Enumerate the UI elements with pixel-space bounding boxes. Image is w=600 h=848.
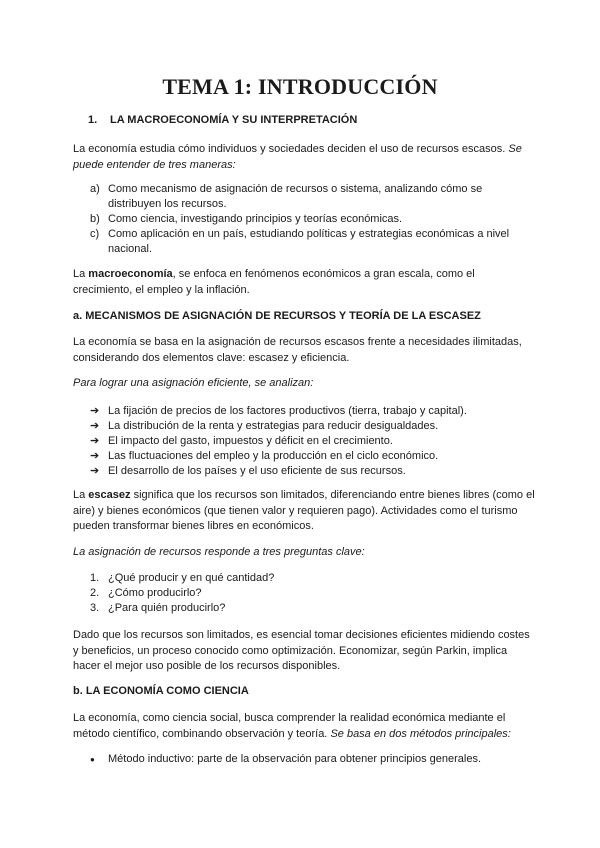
section-1-intro <box>73 142 535 173</box>
list-item <box>90 752 535 767</box>
escasez-paragraph <box>73 488 535 535</box>
list-item <box>90 404 535 419</box>
list-item-text: La fijación de precios de los factores productivos (tierra, trabajo y capital). <box>108 405 467 417</box>
section-a-intro: La economía se basa en la asignación de recursos escasos frente a necesidades ilimitadas, considerando dos elementos clave: escasez y eficiencia. <box>73 336 522 364</box>
section-a-subheading <box>73 376 535 392</box>
list-marker: b) <box>90 213 100 225</box>
section-a-sub-italic: Para lograr una asignación eficiente, se analizan: <box>73 377 314 389</box>
list-item <box>90 464 535 479</box>
list-item-text: ¿Cómo producirlo? <box>108 587 202 599</box>
list-item-text: Como ciencia, investigando principios y teorías económicas. <box>108 213 403 225</box>
list-item <box>90 449 535 464</box>
list-marker: a) <box>90 183 100 195</box>
list-marker: 1. <box>90 572 100 584</box>
list-item <box>90 419 535 434</box>
list-item <box>90 227 535 257</box>
list-item <box>90 182 535 212</box>
list-item <box>90 212 535 227</box>
list-item-text: La distribución de la renta y estrategias para reducir desigualdades. <box>108 420 439 432</box>
section-b-intro <box>73 711 535 742</box>
macroeconomia-term: macroeconomía <box>88 268 173 280</box>
page-title: TEMA 1: INTRODUCCIÓN <box>162 74 438 99</box>
list-item <box>90 434 535 449</box>
macro-post: , se enfoca en fenómenos económicos a gran escala, como el crecimiento, el empleo y la inflación. <box>73 268 475 296</box>
section-b-intro-italic: Se basa en dos métodos principales: <box>330 727 511 740</box>
section-1-heading-text: LA MACROECONOMÍA Y SU INTERPRETACIÓN <box>110 114 358 126</box>
questions-intro <box>73 545 535 561</box>
list-item-text: Método inductivo: parte de la observación para obtener principios generales. <box>108 753 482 765</box>
section-a-heading: a. MECANISMOS DE ASIGNACIÓN DE RECURSOS Y TEORÍA DE LA ESCASEZ <box>73 310 481 322</box>
section-b-heading: b. LA ECONOMÍA COMO CIENCIA <box>73 685 249 697</box>
arrow-icon: ➔ <box>90 450 100 462</box>
list-item-text: El impacto del gasto, impuestos y déficit en el crecimiento. <box>108 435 393 447</box>
section-a-arrow-list <box>90 404 535 479</box>
list-marker: 3. <box>90 602 100 614</box>
list-item <box>90 571 535 586</box>
section-b-intro-text: La economía, como ciencia social, busca comprender la realidad económica mediante el método científico, combinando observación y teoría. <box>73 712 506 740</box>
arrow-icon: ➔ <box>90 405 100 417</box>
list-marker: 2. <box>90 587 100 599</box>
list-item <box>90 586 535 601</box>
macroeconomia-paragraph <box>73 267 535 298</box>
list-item-text: ¿Para quién producirlo? <box>108 602 226 614</box>
optimization-paragraph: Dado que los recursos son limitados, es esencial tomar decisiones eficientes midiendo costes y beneficios, un proceso conocido como optimización. Economizar, según Parkin, implica hacer el mejor uso posible de los recursos disponibles. <box>73 629 530 672</box>
escasez-pre: La <box>73 489 89 501</box>
questions-list <box>90 571 535 616</box>
section-1-number: 1. <box>88 114 98 126</box>
list-item-text: Como mecanismo de asignación de recursos o sistema, analizando cómo se distribuyen los recursos. <box>108 183 483 210</box>
list-marker: c) <box>90 228 100 240</box>
section-b-bullet-list <box>90 752 535 767</box>
section-1-heading <box>88 114 357 126</box>
list-item <box>90 601 535 616</box>
list-item-text: ¿Qué producir y en qué cantidad? <box>108 572 275 584</box>
list-item-text: Como aplicación en un país, estudiando políticas y estrategias económicas a nivel nacional. <box>108 228 510 255</box>
macro-pre: La <box>73 268 89 280</box>
bullet-icon: ● <box>90 755 95 764</box>
section-1-list <box>90 182 535 257</box>
arrow-icon: ➔ <box>90 465 100 477</box>
section-1-intro-text: La economía estudia cómo individuos y sociedades deciden el uso de recursos escasos. <box>73 143 506 155</box>
arrow-icon: ➔ <box>90 420 100 432</box>
section-1-intro-italic: Se puede entender de tres maneras: <box>73 143 522 171</box>
escasez-term: escasez <box>88 489 131 501</box>
list-item-text: Las fluctuaciones del empleo y la producción en el ciclo económico. <box>108 450 439 462</box>
escasez-post: significa que los recursos son limitados, diferenciando entre bienes libres (como el aire) y bienes económicos (que tienen valor y requieren pago). Actividades como el turismo pueden transformar bienes libres en económicos. <box>73 489 535 532</box>
list-item-text: El desarrollo de los países y el uso eficiente de sus recursos. <box>108 465 406 477</box>
arrow-icon: ➔ <box>90 435 100 447</box>
questions-italic: La asignación de recursos responde a tres preguntas clave: <box>73 546 365 558</box>
